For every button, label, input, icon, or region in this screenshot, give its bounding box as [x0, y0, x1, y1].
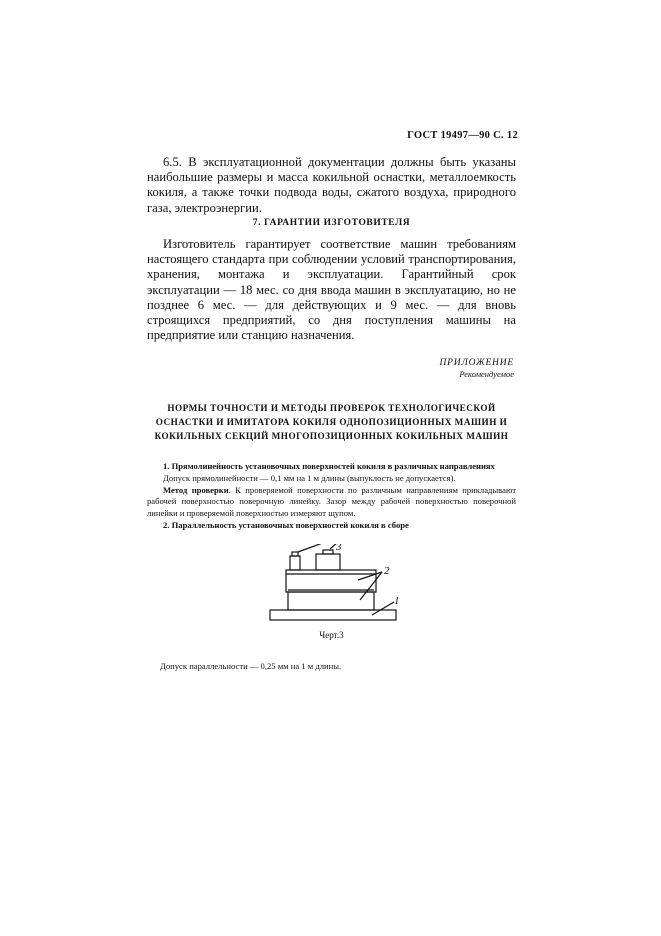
lower-block-shape: [288, 592, 374, 610]
item-1-heading: 1. Прямолинейность установочных поверхностей кокиля в различных направлениях: [163, 461, 495, 471]
item-1-method: [147, 485, 516, 519]
page-header: ГОСТ 19497—90 С. 12: [407, 130, 518, 141]
item-1-tolerance: Допуск прямолинейности — 0,1 мм на 1 м длины (выпуклость не допускается).: [163, 473, 456, 483]
section-7-text: Изготовитель гарантирует соответствие машин требованиям настоящего стандарта при соблюдении условий транспортирования, хранения, монтажа и эксплуатации. Гарантийный срок эксплуатации — 18 мес. со дня ввода машин в эксплуатацию, но не позднее 6 мес. — для действующих и 9 мес. — для вновь строящихся предприятий, со дня поступления машины на предприятие или станцию назначения.: [147, 237, 516, 343]
figure-drawing: [262, 544, 402, 631]
figure-label-1: 1: [394, 595, 400, 607]
figure-label-2: 2: [384, 565, 390, 577]
appendix-label: ПРИЛОЖЕНИЕ: [439, 358, 514, 368]
item-2-heading: 2. Параллельность установочных поверхностей кокиля в сборе: [163, 520, 409, 530]
assembly-drawing: [262, 544, 402, 626]
method-text: . К проверяемой поверхности по различным направлениям прикладывают рабочей поверхностью поверочную линейку. Зазор между рабочей поверхностью поверочной линейки и проверяемой поверхностью измеряют щупом.: [147, 485, 517, 518]
item-2-tolerance: Допуск параллельности — 0,25 мм на 1 м длины.: [160, 661, 342, 671]
appendix-title: НОРМЫ ТОЧНОСТИ И МЕТОДЫ ПРОВЕРОК ТЕХНОЛОГИЧЕСКОЙ ОСНАСТКИ И ИМИТАТОРА КОКИЛЯ ОДНОПОЗИЦИОННЫХ МАШИН И КОКИЛЬНЫХ СЕКЦИЙ МНОГОПОЗИЦИОННЫХ КОКИЛЬНЫХ МАШИН: [154, 403, 509, 441]
section-7-heading: 7. ГАРАНТИИ ИЗГОТОВИТЕЛЯ: [252, 218, 411, 228]
figure-label-3: 3: [336, 544, 342, 553]
method-label: Метод проверки: [163, 485, 229, 495]
paragraph-6-5: 6.5. В эксплуатационной документации должны быть указаны наибольшие размеры и масса кокильной оснастки, металлоемкость кокиля, а также точки подвода воды, сжатого воздуха, природного газа, электроэнергии.: [147, 155, 516, 215]
figure-caption: Черт.3: [319, 630, 344, 640]
appendix-label-block: [440, 358, 515, 379]
appendix-status: Рекомендуемое: [459, 369, 514, 379]
indicator-pad-shape: [316, 554, 340, 570]
upper-block-shape: [286, 570, 376, 592]
